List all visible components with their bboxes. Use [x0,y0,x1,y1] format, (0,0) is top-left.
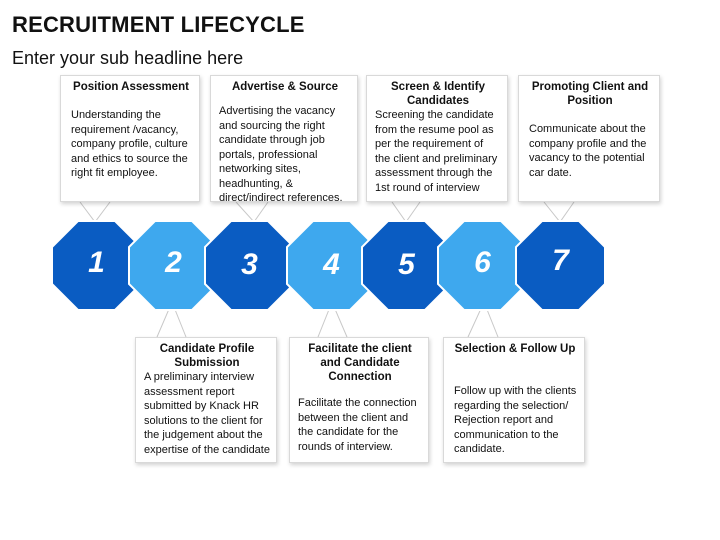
connector-step-7 [544,202,574,222]
step-description: Understanding the requirement /vacancy, company profile, culture and ethics to source the right fit employee. [71,109,188,179]
step-description: Facilitate the connection between the client and the candidate for the rounds of interview. [298,397,417,453]
step-box-4 [289,337,429,463]
step-description: Follow up with the clients regarding the selection/ Rejection report and communication to the candidate. [454,385,577,455]
step-title: Selection & Follow Up [454,343,576,355]
step-number: 6 [474,246,491,279]
page-title: RECRUITMENT LIFECYCLE [12,12,305,37]
step-title: Screen & Identify Candidates [391,81,485,107]
step-description: Screening the candidate from the resume pool as per the requirement of the client and preliminary assessment through the 1st round of interview [375,109,498,194]
connector-step-1 [80,202,110,222]
step-box-1 [60,75,200,202]
step-box-3 [210,75,358,202]
step-number: 1 [88,246,105,279]
step-number: 5 [398,248,415,281]
step-number: 3 [241,248,258,281]
step-title: Position Assessment [73,81,189,93]
step-box-6 [443,337,585,463]
step-title: Promoting Client and Position [531,81,649,107]
step-description: Advertising the vacancy and sourcing the right candidate through job portals, professional networking sites, headhunting, & direct/indirect references. [219,105,343,204]
octagon-step-3 [205,221,294,310]
step-box-2 [135,337,277,463]
octagon-step-6 [438,221,527,310]
step-title: Facilitate the client and Candidate Connection [308,343,412,383]
step-description: Communicate about the company profile and the vacancy to the potential car date. [529,123,647,179]
step-title: Candidate Profile Submission [159,343,255,369]
step-box-5 [366,75,508,202]
step-number: 4 [323,248,340,281]
page-subtitle: Enter your sub headline here [12,48,244,68]
step-description: A preliminary interview assessment report submitted by Knack HR solutions to the client for the judgement about the expertise of the candidate [144,371,270,456]
octagon-step-7 [516,221,605,310]
connector-step-5 [392,202,420,222]
step-box-7 [518,75,660,202]
step-number: 2 [165,246,182,279]
step-number: 7 [552,244,569,277]
step-title: Advertise & Source [231,81,339,93]
octagon-step-1 [52,221,141,310]
